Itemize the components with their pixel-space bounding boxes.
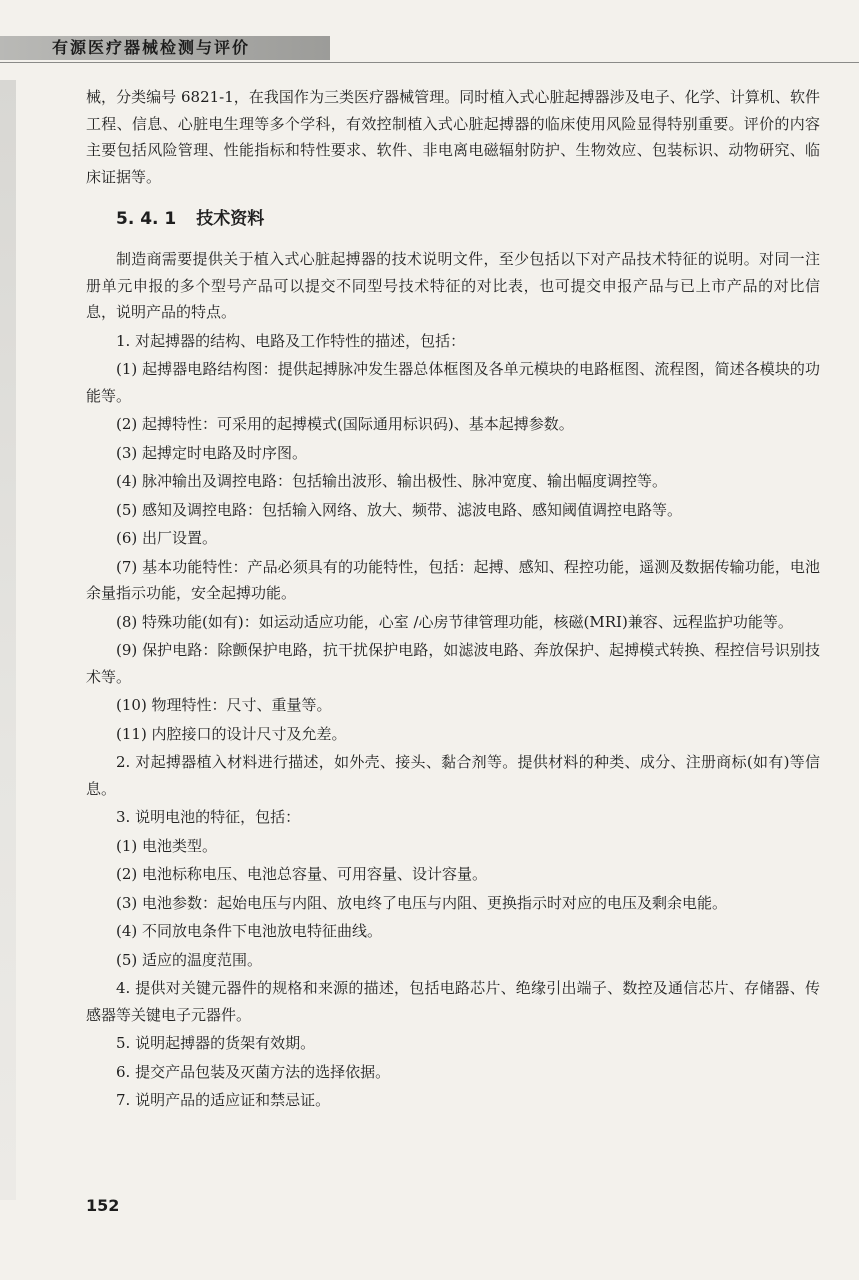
running-header xyxy=(0,28,859,72)
list-item: 3. 说明电池的特征，包括： xyxy=(116,808,301,826)
list-item: (4) 脉冲输出及调控电路：包括输出波形、输出极性、脉冲宽度、输出幅度调控等。 xyxy=(116,472,668,490)
list-item: 6. 提交产品包装及灭菌方法的选择依据。 xyxy=(116,1062,391,1081)
header-rule xyxy=(0,62,859,63)
overview-paragraph: 制造商需要提供关于植入式心脏起搏器的技术说明文件，至少包括以下对产品技术特征的说明。对同一注册单元申报的多个型号产品可以提交不同型号技术特征的对比表，也可提交申报产品与已上市产品的对比信息，说明产品的特点。 xyxy=(86,250,820,321)
list-item: (7) 基本功能特性：产品必须具有的功能特性，包括：起搏、感知、程控功能，遥测及数据传输功能，电池余量指示功能，安全起搏功能。 xyxy=(86,557,820,602)
list-item: (3) 起搏定时电路及时序图。 xyxy=(116,443,308,462)
list-item: (5) 适应的温度范围。 xyxy=(116,950,263,969)
list-item: 2. 对起搏器植入材料进行描述，如外壳、接头、黏合剂等。提供材料的种类、成分、注册商标(如有)等信息。 xyxy=(86,753,820,798)
list-item: (5) 感知及调控电路：包括输入网络、放大、频带、滤波电路、感知阈值调控电路等。 xyxy=(116,500,683,519)
list-item: (3) 电池参数：起始电压与内阻、放电终了电压与内阻、更换指示时对应的电压及剩余电能。 xyxy=(116,893,728,912)
list-item: (11) 内腔接口的设计尺寸及允差。 xyxy=(116,724,347,743)
list-item: (10) 物理特性：尺寸、重量等。 xyxy=(116,696,332,714)
intro-paragraph: 械，分类编号 6821-1，在我国作为三类医疗器械管理。同时植入式心脏起搏器涉及电子、化学、计算机、软件工程、信息、心脏电生理等多个学科，有效控制植入式心脏起搏器的临床使用风险显得特别重要。评价的内容主要包括风险管理、性能指标和特性要求、软件、非电离电磁辐射防护、生物效应、包装标识、动物研究、临床证据等。 xyxy=(86,88,820,186)
list-item: (2) 电池标称电压、电池总容量、可用容量、设计容量。 xyxy=(116,865,488,883)
list-item: (1) 电池类型。 xyxy=(116,836,218,855)
list-item: 7. 说明产品的适应证和禁忌证。 xyxy=(116,1091,331,1109)
list-item: (6) 出厂设置。 xyxy=(116,529,218,547)
section-heading xyxy=(116,206,820,232)
list-item: (1) 起搏器电路结构图：提供起搏脉冲发生器总体框图及各单元模块的电路框图、流程图，简述各模块的功能等。 xyxy=(86,360,820,405)
list-item: 5. 说明起搏器的货架有效期。 xyxy=(116,1034,316,1052)
list-item: (2) 起搏特性：可采用的起搏模式(国际通用标识码)、基本起搏参数。 xyxy=(116,415,574,433)
page-number: 152 xyxy=(86,1196,120,1215)
list-item: 1. 对起搏器的结构、电路及工作特性的描述，包括： xyxy=(116,331,466,350)
section-title: 技术资料 xyxy=(196,209,265,229)
list-item: (8) 特殊功能(如有)：如运动适应功能，心室 /心房节律管理功能，核磁(MRI)兼容、远程监护功能等。 xyxy=(116,612,793,631)
list-item: (9) 保护电路：除颤保护电路，抗干扰保护电路，如滤波电路、奔放保护、起搏模式转换、程控信号识别技术等。 xyxy=(86,641,820,686)
section-number: 5. 4. 1 xyxy=(116,209,177,229)
list-item: (4) 不同放电条件下电池放电特征曲线。 xyxy=(116,922,383,940)
header-title: 有源医疗器械检测与评价 xyxy=(52,38,251,57)
list-item: 4. 提供对关键元器件的规格和来源的描述，包括电路芯片、绝缘引出端子、数控及通信芯片、存储器、传感器等关键电子元器件。 xyxy=(86,979,820,1024)
page-body xyxy=(86,84,820,1114)
side-strip xyxy=(0,80,16,1200)
